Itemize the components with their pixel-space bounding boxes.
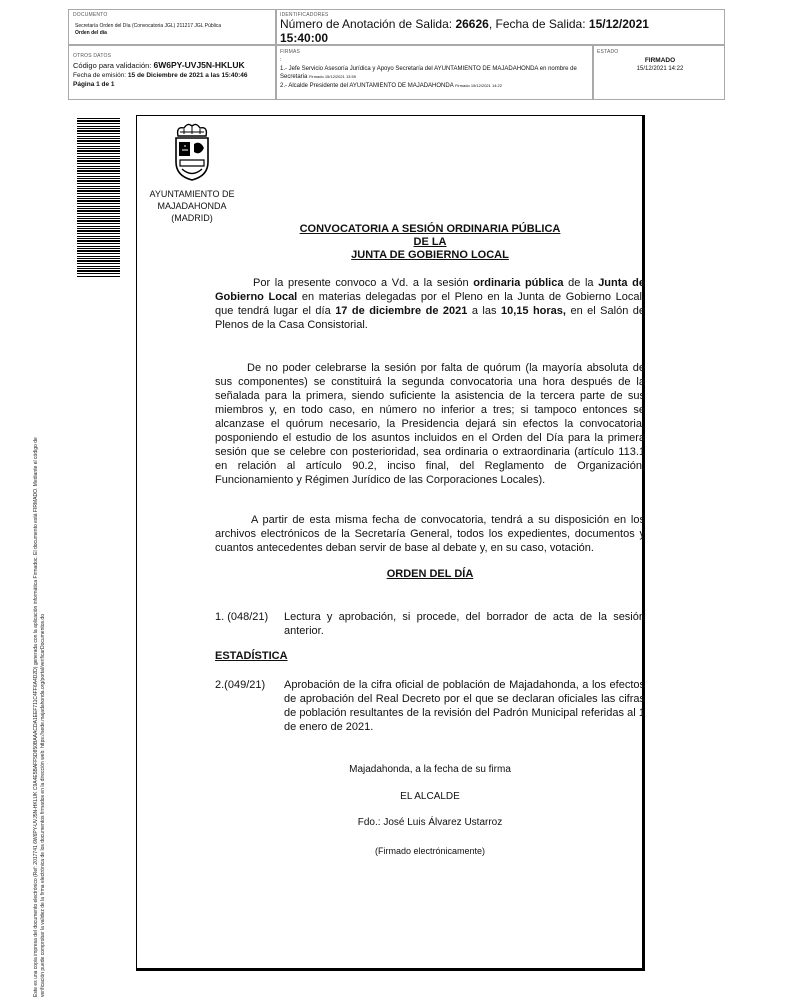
paragraph-quorum: De no poder celebrarse la sesión por falta de quórum (la mayoría absoluta de sus componentes) se constituirá la segunda convocatoria una hora después de la señalada para la primera, siendo suficiente la asistencia de la tercera parte de sus miembros y, en todo caso, en número no inferior a tres; si tampoco entonces se alcanzase el quórum necesario, la Presidencia dejará sin efectos la convocatoria, posponiendo el estudio de los asuntos incluidos en el Orden del Día para la primera sesión que se celebre con posterioridad, sea ordinaria o extraordinaria (artículo 113.1 en relación al artículo 90.2, inciso final, del Reglamento de Organización, Funcionamiento y Régimen Jurídico de las Corporaciones Locales).	[215, 362, 645, 486]
paragraph-archivos: A partir de esta misma fecha de convocatoria, tendrá a su disposición en los archivos electrónicos de la Secretaría General, todos los expedientes, documentos y cuantos antecedentes deban servir de base al debate y, en su caso, votación.	[215, 514, 645, 554]
side-verification-text: Este es una copia impresa del documento electrónico (Ref: 2017741 6W6PY-UVJ5N-HKLUK C9A4E5BAFF5D850BAAACDA1EEF711C4FF6A4D2D) generada con la aplicación informática Firmadoc. El documento está FIRMADO. Mediante el código de verificación puede comprobar la validez de la firma electrónica de los documentos firmados en la dirección web: https://sede.majadahonda.org/portal/verificarDocumentos.do	[33, 437, 46, 997]
otros-datos-label: OTROS DATOS	[73, 53, 112, 59]
barcode-image	[77, 118, 120, 278]
documento-line2: Orden del día	[75, 30, 107, 36]
organization-name: AYUNTAMIENTO DE MAJADAHONDA (MADRID)	[149, 189, 235, 223]
agenda-item-text: Lectura y aprobación, si procede, del borrador de acta de la sesión anterior.	[284, 611, 645, 637]
firma-1: 1.- Jefe Servicio Asesoría Jurídica y Apoyo Secretaría del AYUNTAMIENTO DE MAJADAHONDA en nombre de Secretaria Firmado 15/12/2021 13:59	[280, 66, 577, 80]
pagina-info: Página 1 de 1	[73, 81, 115, 88]
header-firmas-cell	[276, 45, 593, 100]
estado-label: ESTADO	[597, 49, 619, 55]
header-identificadores-cell	[276, 9, 725, 45]
firmas-label: FIRMAS	[280, 49, 301, 55]
agenda-item-number: 1. (048/21)	[215, 611, 269, 623]
coat-of-arms-logo	[170, 122, 214, 182]
registro-info: Número de Anotación de Salida: 26626, Fecha de Salida: 15/12/2021 15:40:00	[280, 17, 649, 45]
codigo-validacion: Código para validación: 6W6PY-UVJ5N-HKLUK	[73, 60, 245, 70]
header-documento-cell	[68, 9, 276, 45]
estado-value: FIRMADO	[644, 57, 676, 64]
firmas-colon: :	[280, 57, 282, 63]
document-title: CONVOCATORIA A SESIÓN ORDINARIA PÚBLICA DE LA JUNTA DE GOBIERNO LOCAL	[299, 223, 561, 261]
agenda-item-text: Aprobación de la cifra oficial de población de Majadahonda, a los efectos de aprobación del Real Decreto por el que se declaran oficiales las cifras de población resultantes de la revisión del Padrón Municipal referidas al 1 de enero de 2021.	[284, 679, 645, 733]
header-estado-cell	[593, 45, 725, 100]
paragraph-convocatoria: Por la presente convoco a Vd. a la sesión ordinaria pública de la Junta de Gobierno Local en materias delegadas por el Pleno en la Junta de Gobierno Local, que tendrá lugar el día 17 de diciembre de 2021 a las 10,15 horas, en el Salón de Plenos de la Casa Consistorial.	[215, 277, 646, 331]
section-estadistica-heading: ESTADÍSTICA	[215, 650, 288, 662]
fecha-emision: Fecha de emisión: 15 de Diciembre de 2021 a las 15:40:46	[73, 72, 248, 79]
orden-del-dia-heading: ORDEN DEL DÍA	[386, 568, 474, 580]
firma-2: 2.- Alcalde Presidente del AYUNTAMIENTO DE MAJADAHONDA Firmado 15/12/2021 14:22	[280, 83, 502, 89]
closing-signer: Fdo.: José Luis Álvarez Ustarroz	[357, 817, 503, 828]
documento-label: DOCUMENTO	[73, 12, 108, 18]
agenda-item-number: 2.(049/21)	[215, 679, 266, 691]
documento-line1: Secretaría Orden del Día (Convocatoria JGL) 211217 JGL Pública	[75, 23, 222, 29]
header-otros-datos-cell	[68, 45, 276, 100]
closing-place-date: Majadahonda, a la fecha de su firma	[349, 764, 511, 775]
closing-signature-note: (Firmado electrónicamente)	[374, 846, 486, 856]
estado-date: 15/12/2021 14:22	[636, 66, 684, 72]
closing-role: EL ALCALDE	[400, 791, 460, 802]
identificadores-label: IDENTIFICADORES	[280, 12, 329, 18]
